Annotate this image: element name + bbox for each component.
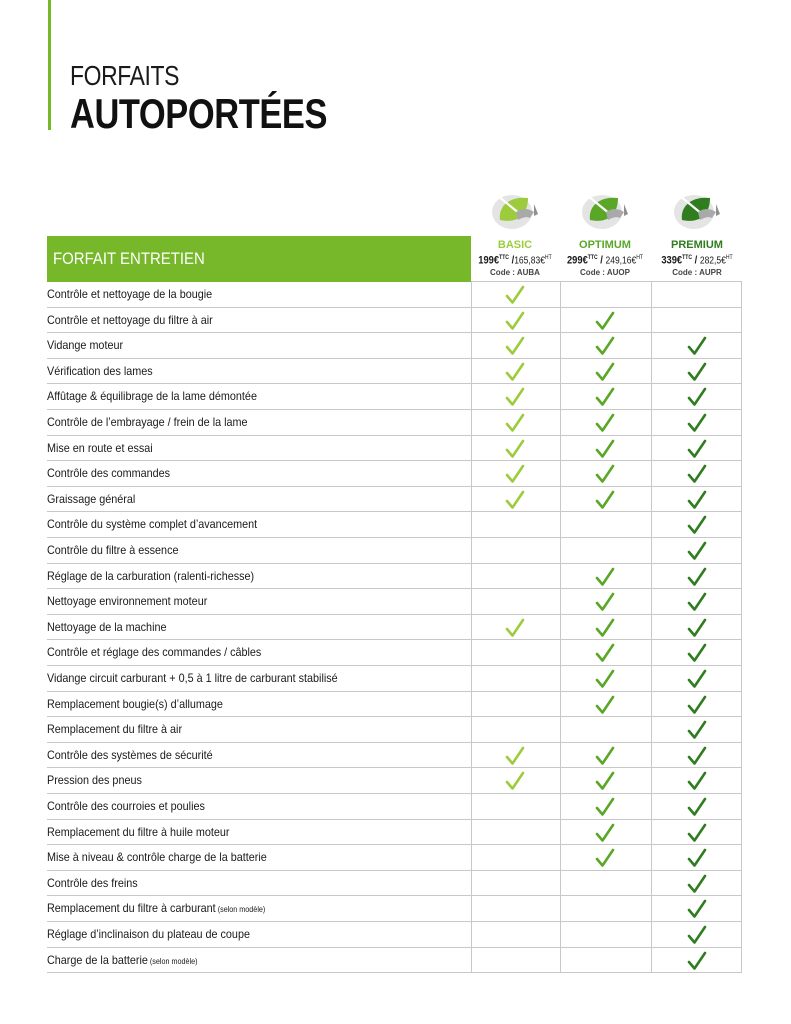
table-row [47,743,742,769]
checkmark-icon [594,617,616,639]
service-label [47,845,267,870]
service-label [47,461,170,486]
service-label [47,308,213,333]
checkmark-icon [594,386,616,408]
checkmark-icon [504,284,526,306]
service-label-text: Contrôle du système complet d’avancement [47,517,258,532]
leaf-handshake-icon [672,190,722,232]
page-title-line1: FORFAITS [70,60,179,91]
service-label [47,896,265,921]
checkmark-icon [594,463,616,485]
table-row [47,333,742,359]
service-label-text: Contrôle des commandes [47,466,171,481]
service-label-text: Réglage d’inclinaison du plateau de coupe [47,927,250,941]
checkmark-icon [686,514,708,536]
service-label [47,615,166,640]
checkmark-icon [686,694,708,716]
service-label-text: Réglage de la carburation (ralenti-richesse) [47,568,255,583]
checkmark-icon [504,386,526,408]
plan-name: PREMIUM [671,239,723,251]
service-label [47,410,248,435]
table-row [47,487,742,513]
table-row [47,538,742,564]
service-label [47,512,257,537]
checkmark-icon [686,719,708,741]
checkmark-icon [504,489,526,511]
plan-code: Code : AUOP [580,268,630,278]
checkmark-icon [504,463,526,485]
service-label [47,384,257,409]
plan-price: 199€$^{TTC}$ /165,83€$^{HT}$ [478,254,552,267]
checkmark-icon [504,412,526,434]
plan-code: Code : AUBA [490,268,540,278]
service-label-text: Mise à niveau & contrôle charge de la batterie [47,850,267,865]
service-label-text: Remplacement bougie(s) d’allumage [47,696,223,711]
service-label-text: Nettoyage environnement moteur [47,594,208,609]
checkmark-icon [686,668,708,690]
checkmark-icon [686,591,708,613]
checkmark-icon [686,924,708,946]
service-label-text: Affûtage & équilibrage de la lame démontée [47,389,257,404]
checkmark-icon [686,489,708,511]
table-row [47,384,742,410]
table-row [47,461,742,487]
service-label [47,640,261,665]
table-header-label [47,236,471,282]
table-row [47,922,742,948]
service-label-text: Contrôle des courroies et poulies [47,799,205,813]
plan-price: 299€$^{TTC}$ / 249,16€$^{HT}$ [566,254,644,267]
table-row [47,666,742,692]
table-row [47,896,742,922]
table-row [47,359,742,385]
checkmark-icon [686,642,708,664]
table-row [47,794,742,820]
checkmark-icon [594,566,616,588]
checkmark-icon [504,361,526,383]
table-row [47,717,742,743]
checkmark-icon [686,898,708,920]
plan-header-optimum [560,238,650,278]
service-label-text: Pression des pneus [47,773,142,788]
leaf-handshake-icon [490,190,540,232]
checkmark-icon [594,822,616,844]
title-accent-bar [48,0,51,130]
table-row [47,820,742,846]
service-label-text: Nettoyage de la machine [47,619,167,634]
service-label [47,666,338,691]
checkmark-icon [686,361,708,383]
checkmark-icon [504,335,526,357]
service-note: (selon modèle) [147,956,198,966]
service-label [47,768,142,793]
service-label [47,564,254,589]
table-row [47,871,742,897]
service-label-text: Contrôle de l’embrayage / frein de la lame [47,415,248,429]
service-label [47,436,153,461]
service-label [47,487,135,512]
checkmark-icon [686,386,708,408]
plan-price: 339€$^{TTC}$ / 282,5€$^{HT}$ [661,254,733,267]
table-row [47,282,742,308]
checkmark-icon [686,822,708,844]
service-label-text: Charge de la batterie [47,952,148,967]
service-label-text: Mise en route et essai [47,440,153,455]
table-row [47,768,742,794]
service-label [47,922,250,947]
service-label-text: Graissage général [47,491,136,506]
service-label [47,820,229,845]
table-row [47,845,742,871]
table-row [47,615,742,641]
plan-code: Code : AUPR [672,268,722,278]
plan-header-premium [652,238,742,278]
checkmark-icon [594,310,616,332]
checkmark-icon [504,770,526,792]
checkmark-icon [686,770,708,792]
checkmark-icon [686,540,708,562]
service-label [47,333,123,358]
service-label-text: Contrôle des freins [47,875,138,890]
checkmark-icon [504,438,526,460]
service-label-text: Vidange circuit carburant + 0,5 à 1 litre de carburant stabilisé [47,671,338,685]
checkmark-icon [594,335,616,357]
service-label-text: Contrôle et nettoyage du filtre à air [47,312,213,327]
checkmark-icon [594,770,616,792]
checkmark-icon [594,412,616,434]
service-label [47,717,182,742]
checkmark-icon [594,489,616,511]
service-label-text: Contrôle du filtre à essence [47,543,179,557]
service-label-text: Contrôle des systèmes de sécurité [47,747,213,762]
service-label [47,871,138,896]
checkmark-icon [686,463,708,485]
service-label-text: Vidange moteur [47,338,124,353]
service-label [47,692,223,717]
checkmark-icon [686,950,708,972]
checkmark-icon [686,847,708,869]
plan-name: BASIC [497,239,533,251]
checkmark-icon [504,310,526,332]
header-label-text: FORFAIT ENTRETIEN [53,249,205,268]
checkmark-icon [594,745,616,767]
checkmark-icon [686,617,708,639]
service-label [47,359,153,384]
service-label [47,948,197,973]
service-label-text: Contrôle et nettoyage de la bougie [47,287,213,301]
checkmark-icon [594,694,616,716]
service-label-text: Remplacement du filtre à carburant [47,901,216,916]
checkmark-icon [686,335,708,357]
checkmark-icon [594,438,616,460]
table-row [47,564,742,590]
service-label [47,538,178,563]
checkmark-icon [686,412,708,434]
service-label-text: Contrôle et réglage des commandes / câbles [47,645,262,660]
checkmark-icon [686,873,708,895]
table-row [47,640,742,666]
checkmark-icon [594,668,616,690]
table-row [47,692,742,718]
table-row [47,410,742,436]
table-row [47,948,742,974]
service-note: (selon modèle) [215,905,266,915]
table-row [47,308,742,334]
checkmark-icon [686,745,708,767]
service-label [47,282,212,307]
service-label-text: Vérification des lames [47,363,153,378]
service-label-text: Remplacement du filtre à huile moteur [47,824,230,839]
checkmark-icon [686,796,708,818]
checkmark-icon [594,361,616,383]
plan-name: OPTIMUM [579,239,631,251]
checkmark-icon [594,591,616,613]
service-label [47,743,213,768]
table-row [47,512,742,538]
page-title-line2: AUTOPORTÉES [70,90,328,137]
checkmark-icon [594,642,616,664]
checkmark-icon [594,847,616,869]
table-row [47,589,742,615]
checkmark-icon [686,566,708,588]
service-label [47,589,207,614]
table-row [47,436,742,462]
plan-header-basic [470,238,560,278]
leaf-handshake-icon [580,190,630,232]
checkmark-icon [504,745,526,767]
checkmark-icon [686,438,708,460]
checkmark-icon [504,617,526,639]
service-label-text: Remplacement du filtre à air [47,722,183,737]
checkmark-icon [594,796,616,818]
service-label [47,794,205,819]
